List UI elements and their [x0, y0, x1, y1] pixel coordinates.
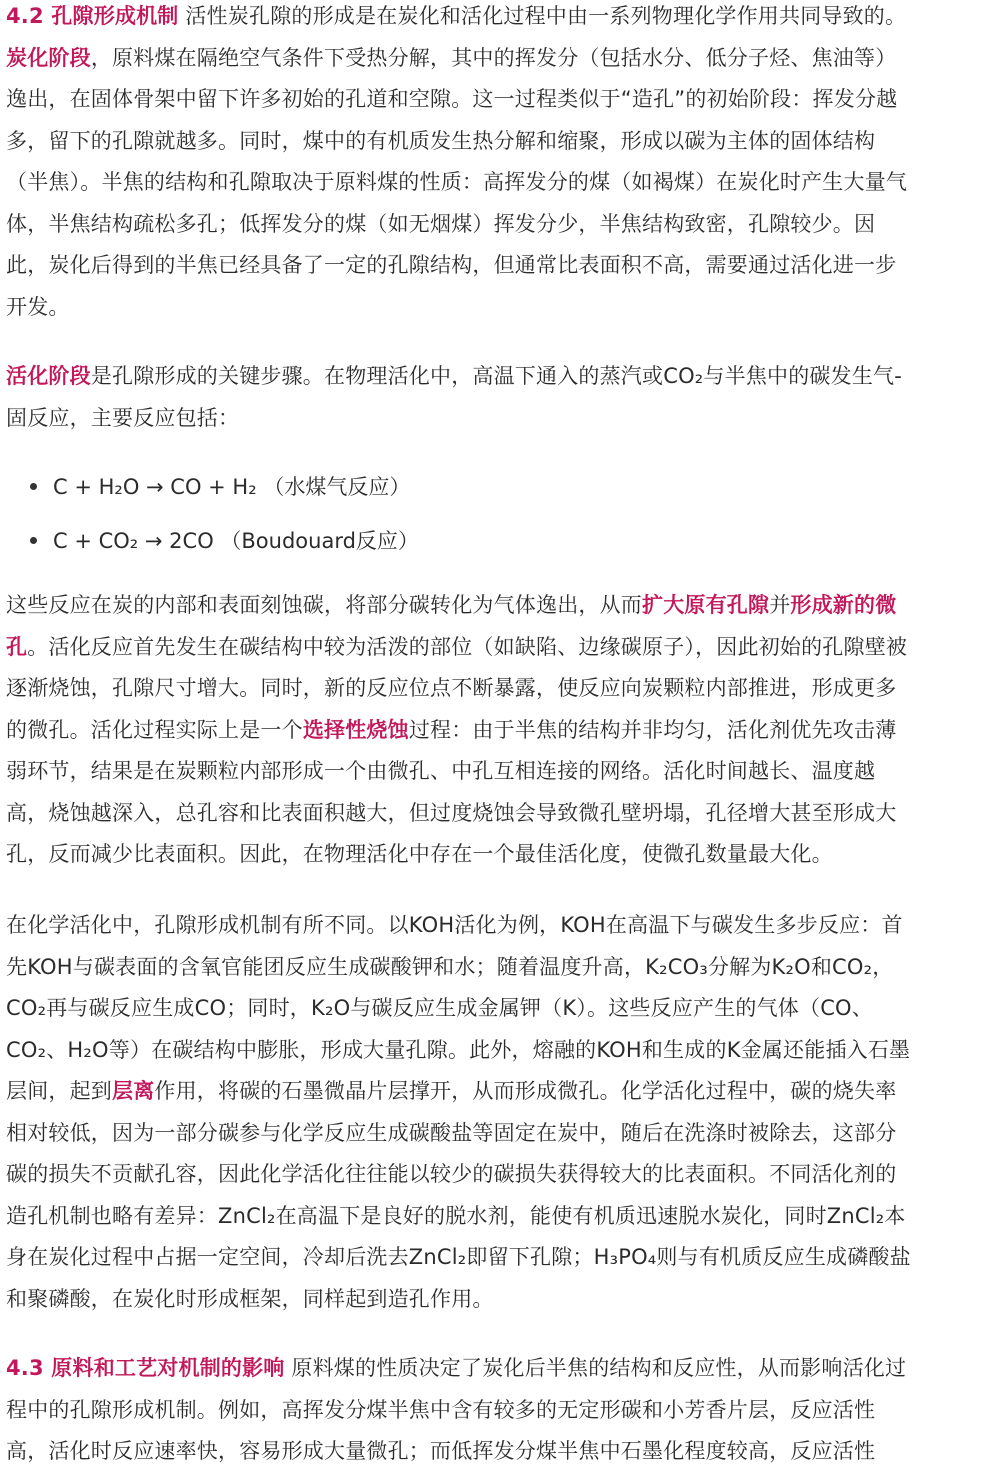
text-line: 孔，反而减少比表面积。因此，在物理活化中存在一个最佳活化度，使微孔数量最大化。 — [6, 842, 833, 866]
text-line: 开发。 — [6, 294, 70, 319]
text-line: 和聚磷酸，在炭化时形成框架，同样起到造孔作用。 — [6, 1286, 494, 1311]
text-line: 4.2 孔隙形成机制 活性炭孔隙的形成是在炭化和活化过程中由一系列物理化学作用共同导致的。 — [6, 4, 907, 28]
text-line: （半焦）。半焦的结构和孔隙取决于原料煤的性质：高挥发分的煤（如褐煤）在炭化时产生大量气 — [6, 170, 908, 194]
section-heading: 4.3 原料和工艺对机制的影响 — [6, 1356, 285, 1380]
text-line: 活化阶段是孔隙形成的关键步骤。在物理活化中，高温下通入的蒸汽或CO₂与半焦中的碳发生气- — [6, 364, 902, 388]
section-4-3-paragraph — [6, 1348, 996, 1473]
section-4-2-paragraph — [6, 0, 996, 328]
highlight-term: 炭化阶段 — [6, 45, 91, 70]
text-line: 程中的孔隙形成机制。例如，高挥发分煤半焦中含有较多的无定形碳和小芳香片层，反应活性 — [6, 1397, 876, 1422]
text-line: 逐渐烧蚀，孔隙尺寸增大。同时，新的反应位点不断暴露，使反应向炭颗粒内部推进，形成更多 — [6, 676, 897, 700]
text-line: 孔。活化反应首先发生在碳结构中较为活泼的部位（如缺陷、边缘碳原子），因此初始的孔隙壁被 — [6, 634, 908, 659]
text-line: 造孔机制也略有差异：ZnCl₂在高温下是良好的脱水剂，能使有机质迅速脱水炭化，同时ZnCl₂本 — [6, 1203, 906, 1228]
section-heading: 4.2 孔隙形成机制 — [6, 4, 179, 28]
etching-paragraph — [6, 585, 996, 876]
highlight-term: 层离 — [112, 1079, 155, 1103]
text-line: 逸出，在固体骨架中留下许多初始的孔道和空隙。这一过程类似于“造孔”的初始阶段：挥发分越 — [6, 87, 898, 111]
text-line: 固反应，主要反应包括： — [6, 405, 240, 430]
list-item — [30, 521, 419, 561]
text-line: 高，活化时反应速率快，容易形成大量微孔；而低挥发分煤半焦中石墨化程度较高，反应活性 — [6, 1439, 876, 1463]
text-line: 先KOH与碳表面的含氧官能团反应生成碳酸钾和水；随着温度升高，K₂CO₃分解为K₂O和CO₂， — [6, 954, 894, 979]
highlight-term: 活化阶段 — [6, 364, 91, 388]
text-line: 弱环节，结果是在炭颗粒内部形成一个由微孔、中孔互相连接的网络。活化时间越长、温度越 — [6, 759, 876, 783]
text-line: 体，半焦结构疏松多孔；低挥发分的煤（如无烟煤）挥发分少，半焦结构致密，孔隙较少。因 — [6, 211, 876, 236]
text-line: 4.3 原料和工艺对机制的影响 原料煤的性质决定了炭化后半焦的结构和反应性，从而影响活化过 — [6, 1356, 907, 1380]
text-line: 高，烧蚀越深入，总孔容和比表面积越大，但过度烧蚀会导致微孔壁坍塌，孔径增大甚至形成大 — [6, 800, 897, 825]
reaction-text: C + H₂O → CO + H₂ （水煤气反应） — [53, 475, 411, 499]
chemical-activation-paragraph — [6, 905, 996, 1320]
text-line: CO₂再与碳反应生成CO；同时，K₂O与碳反应生成金属钾（K）。这些反应产生的气体（CO、 — [6, 996, 873, 1020]
activation-paragraph — [6, 356, 996, 439]
reaction-text: C + CO₂ → 2CO （Boudouard反应） — [53, 529, 419, 553]
text-line: 在化学活化中，孔隙形成机制有所不同。以KOH活化为例，KOH在高温下与碳发生多步反应：首 — [6, 913, 903, 937]
highlight-term: 形成新的微 — [790, 593, 897, 617]
bullet-icon — [30, 483, 37, 490]
text-line: 的微孔。活化过程实际上是一个选择性烧蚀过程：由于半焦的结构并非均匀，活化剂优先攻击薄 — [6, 717, 897, 742]
text-line: 相对较低，因为一部分碳参与化学反应生成碳酸盐等固定在炭中，随后在洗涤时被除去，这部分 — [6, 1120, 897, 1145]
highlight-term: 选择性烧蚀 — [302, 717, 409, 742]
text-line: 此，炭化后得到的半焦已经具备了一定的孔隙结构，但通常比表面积不高，需要通过活化进一步 — [6, 253, 897, 277]
text-line: CO₂、H₂O等）在碳结构中膨胀，形成大量孔隙。此外，熔融的KOH和生成的K金属还能插入石墨 — [6, 1037, 911, 1062]
text-line: 多，留下的孔隙就越多。同时，煤中的有机质发生热分解和缩聚，形成以碳为主体的固体结构 — [6, 128, 876, 153]
text-line: 炭化阶段，原料煤在隔绝空气条件下受热分解，其中的挥发分（包括水分、低分子烃、焦油等） — [6, 45, 897, 70]
text-line: 层间，起到层离作用，将碳的石墨微晶片层撑开，从而形成微孔。化学活化过程中，碳的烧失率 — [6, 1079, 897, 1103]
bullet-icon — [30, 537, 37, 544]
highlight-term: 孔 — [6, 634, 28, 659]
text-line: 身在炭化过程中占据一定空间，冷却后洗去ZnCl₂即留下孔隙；H₃PO₄则与有机质反应生成磷酸盐 — [6, 1245, 911, 1269]
highlight-term: 扩大原有孔隙 — [642, 593, 770, 617]
text-line: 这些反应在炭的内部和表面刻蚀碳，将部分碳转化为气体逸出，从而扩大原有孔隙并形成新的微 — [6, 593, 897, 617]
text-line: 碳的损失不贡献孔容，因此化学活化往往能以较少的碳损失获得较大的比表面积。不同活化剂的 — [6, 1162, 897, 1186]
list-item — [30, 467, 410, 507]
